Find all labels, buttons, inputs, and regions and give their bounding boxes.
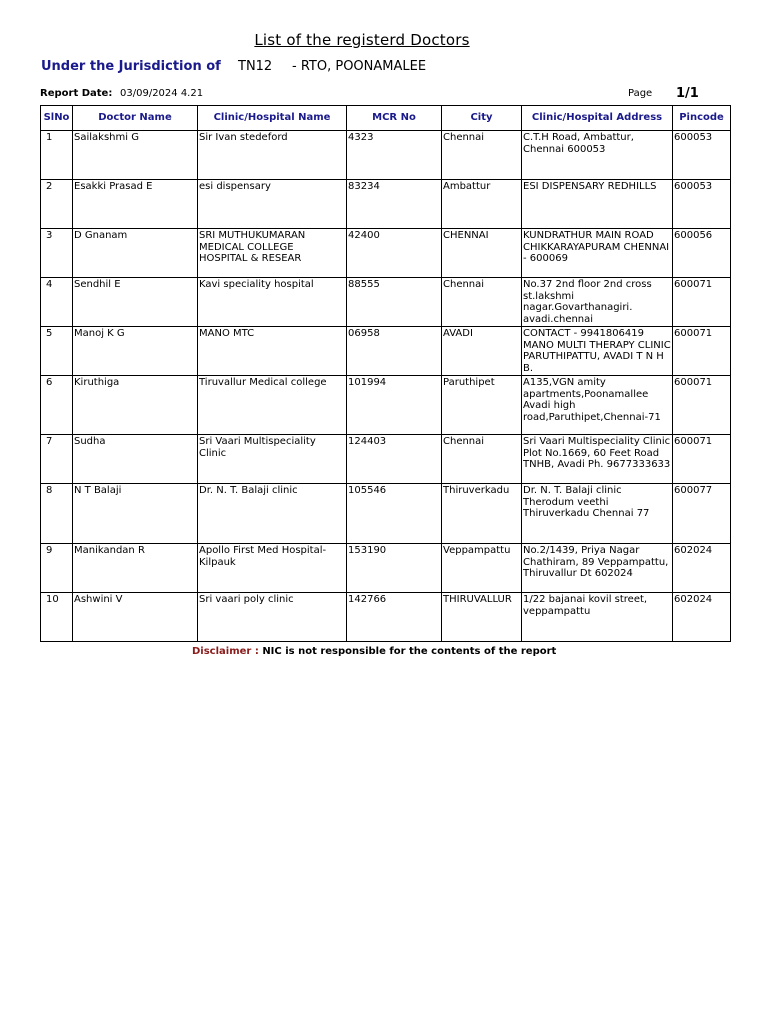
cell-address: Dr. N. T. Balaji clinic Therodum veethi Thiruverkadu Chennai 77 (522, 484, 673, 544)
cell-doctor-name: Manikandan R (73, 544, 198, 593)
cell-city: THIRUVALLUR (442, 593, 522, 642)
cell-slno: 5 (41, 327, 73, 376)
cell-pincode: 600056 (673, 229, 731, 278)
cell-doctor-name: Sudha (73, 435, 198, 484)
cell-doctor-name: Sailakshmi G (73, 131, 198, 180)
jurisdiction-code: TN12 (238, 59, 273, 74)
cell-mcr-no: 42400 (347, 229, 442, 278)
cell-doctor-name: Sendhil E (73, 278, 198, 327)
cell-slno: 8 (41, 484, 73, 544)
jurisdiction-rto: - RTO, POONAMALEE (292, 59, 427, 74)
column-header: City (442, 106, 522, 131)
jurisdiction-label: Under the Jurisdiction of (41, 59, 221, 74)
cell-slno: 4 (41, 278, 73, 327)
table-row (41, 278, 731, 327)
cell-city: Veppampattu (442, 544, 522, 593)
report-title: List of the registerd Doctors (254, 31, 470, 49)
cell-city: Chennai (442, 278, 522, 327)
column-header: MCR No (347, 106, 442, 131)
cell-slno: 7 (41, 435, 73, 484)
cell-city: Chennai (442, 435, 522, 484)
cell-clinic-name: SRI MUTHUKUMARAN MEDICAL COLLEGE HOSPITAL & RESEAR (198, 229, 347, 278)
cell-slno: 3 (41, 229, 73, 278)
page-label: Page (628, 88, 653, 99)
table-row (41, 229, 731, 278)
cell-doctor-name: N T Balaji (73, 484, 198, 544)
cell-slno: 1 (41, 131, 73, 180)
disclaimer-text: NIC is not responsible for the contents of the report (262, 646, 557, 657)
cell-pincode: 602024 (673, 593, 731, 642)
cell-mcr-no: 142766 (347, 593, 442, 642)
column-header: Clinic/Hospital Name (198, 106, 347, 131)
doctors-table (40, 105, 731, 642)
cell-address: 1/22 bajanai kovil street, veppampattu (522, 593, 673, 642)
cell-doctor-name: Ashwini V (73, 593, 198, 642)
cell-mcr-no: 105546 (347, 484, 442, 544)
cell-address: Sri Vaari Multispeciality Clinic Plot No.1669, 60 Feet Road TNHB, Avadi Ph. 9677333633 (522, 435, 673, 484)
table-row (41, 180, 731, 229)
cell-city: Ambattur (442, 180, 522, 229)
cell-mcr-no: 83234 (347, 180, 442, 229)
cell-slno: 2 (41, 180, 73, 229)
cell-clinic-name: Sri vaari poly clinic (198, 593, 347, 642)
table-row (41, 484, 731, 544)
page-number: 1/1 (676, 86, 699, 101)
cell-address: CONTACT - 9941806419 MANO MULTI THERAPY CLINIC PARUTHIPATTU, AVADI T N H B. (523, 328, 671, 374)
cell-city: Chennai (442, 131, 522, 180)
table-row (41, 376, 731, 435)
table-header-row (41, 106, 731, 131)
cell-pincode: 600071 (673, 435, 731, 484)
cell-address: KUNDRATHUR MAIN ROAD CHIKKARAYAPURAM CHENNAI - 600069 (522, 229, 673, 278)
cell-clinic-name: Apollo First Med Hospital- Kilpauk (198, 544, 347, 593)
cell-pincode: 600053 (673, 131, 731, 180)
cell-clinic-name: Dr. N. T. Balaji clinic (198, 484, 347, 544)
cell-doctor-name: Manoj K G (73, 327, 198, 376)
disclaimer (192, 646, 556, 657)
table-row (41, 131, 731, 180)
cell-address: No.2/1439, Priya Nagar Chathiram, 89 Veppampattu, Thiruvallur Dt 602024 (522, 544, 673, 593)
cell-doctor-name: D Gnanam (73, 229, 198, 278)
cell-clinic-name: Sir Ivan stedeford (198, 131, 347, 180)
cell-clinic-name: Sri Vaari Multispeciality Clinic (198, 435, 347, 484)
cell-pincode: 600077 (673, 484, 731, 544)
cell-mcr-no: 124403 (347, 435, 442, 484)
cell-doctor-name: Esakki Prasad E (73, 180, 198, 229)
cell-clinic-name: Kavi speciality hospital (198, 278, 347, 327)
cell-doctor-name: Kiruthiga (73, 376, 198, 435)
cell-mcr-no: 06958 (347, 327, 442, 376)
report-date-label: Report Date: (40, 88, 113, 99)
report-date-value: 03/09/2024 4.21 (120, 88, 204, 99)
cell-pincode: 600053 (673, 180, 731, 229)
cell-clinic-name: MANO MTC (198, 327, 347, 376)
cell-city: Paruthipet (442, 376, 522, 435)
cell-mcr-no: 4323 (347, 131, 442, 180)
cell-address: No.37 2nd floor 2nd cross st.lakshmi nagar.Govarthanagiri. avadi.chennai (522, 278, 673, 327)
cell-pincode: 600071 (673, 327, 731, 376)
column-header: Pincode (673, 106, 731, 131)
cell-address: A135,VGN amity apartments,Poonamallee Avadi high road,Paruthipet,Chennai-71 (522, 376, 673, 435)
cell-pincode: 602024 (673, 544, 731, 593)
cell-slno: 6 (41, 376, 73, 435)
cell-mcr-no: 88555 (347, 278, 442, 327)
table-row (41, 593, 731, 642)
column-header: SlNo (41, 106, 73, 131)
cell-address: C.T.H Road, Ambattur, Chennai 600053 (522, 131, 673, 180)
cell-slno: 10 (41, 593, 73, 642)
cell-city: Thiruverkadu (442, 484, 522, 544)
cell-address: ESI DISPENSARY REDHILLS (522, 180, 673, 229)
cell-clinic-name: esi dispensary (198, 180, 347, 229)
cell-slno: 9 (41, 544, 73, 593)
cell-pincode: 600071 (673, 278, 731, 327)
column-header: Clinic/Hospital Address (522, 106, 673, 131)
cell-city: AVADI (442, 327, 522, 376)
cell-city: CHENNAI (442, 229, 522, 278)
cell-pincode: 600071 (673, 376, 731, 435)
table-row (41, 544, 731, 593)
cell-mcr-no: 101994 (347, 376, 442, 435)
table-row (41, 327, 731, 376)
cell-clinic-name: Tiruvallur Medical college (198, 376, 347, 435)
table-body (41, 131, 731, 642)
table-row (41, 435, 731, 484)
disclaimer-label: Disclaimer : (192, 646, 259, 657)
column-header: Doctor Name (73, 106, 198, 131)
cell-mcr-no: 153190 (347, 544, 442, 593)
